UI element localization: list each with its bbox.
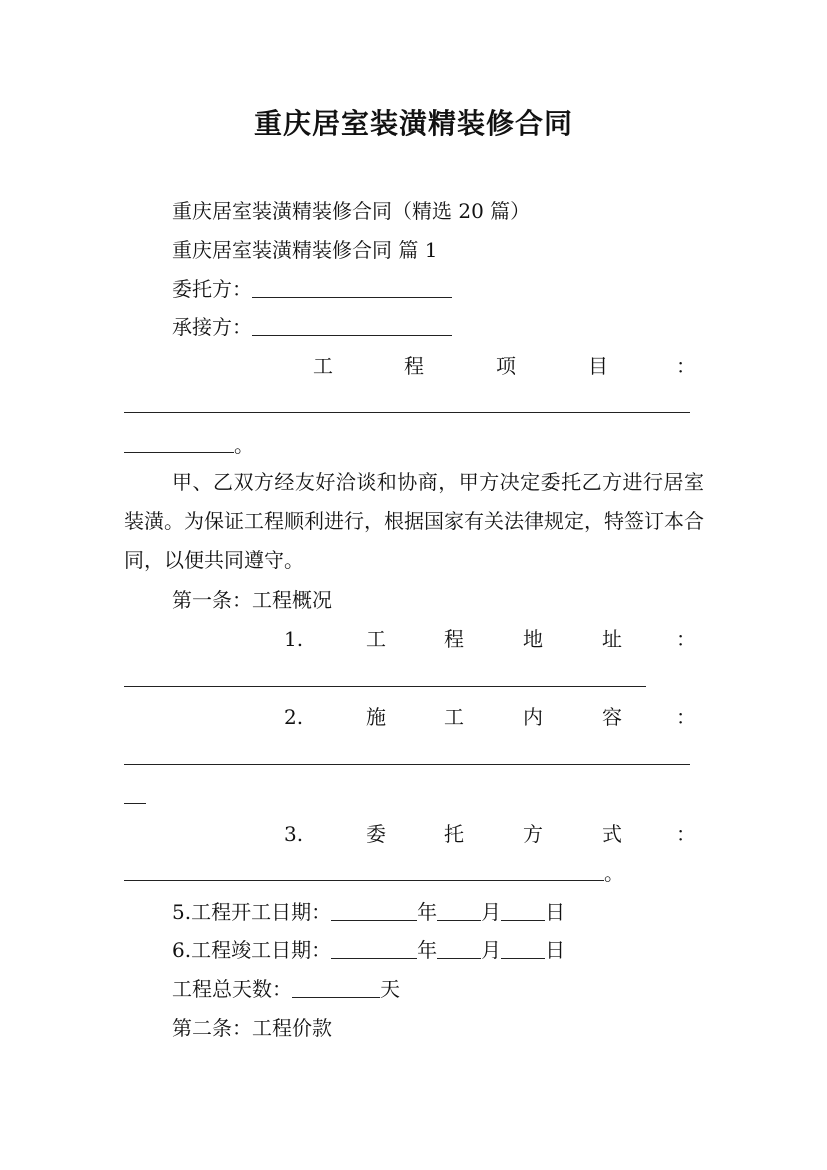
total-days-label: 工程总天数： [172,977,292,1001]
end-year-unit: 年 [417,938,438,962]
project-char: 目 [588,354,608,378]
item-1-char: 程 [444,627,464,651]
contractor-label: 承接方： [172,315,252,339]
total-days-line [172,976,400,1002]
item-1-char: 工 [366,627,386,651]
item-2-number: 2. [284,705,304,729]
item-3-char: 委 [366,822,386,846]
total-days-unit: 天 [380,977,400,1001]
address-blank [124,686,646,687]
item-3-char: 式 [602,822,622,846]
item-1-colon: ： [676,627,696,651]
subtitle-collection: 重庆居室装潢精装修合同（精选 20 篇） [172,199,531,223]
item-1-number: 1. [284,627,304,651]
item-3-end: 。 [604,861,624,885]
item-2-char: 工 [444,705,464,729]
project-blank-1 [124,412,690,413]
subtitle-part-1: 重庆居室装潢精装修合同 篇 1 [172,238,438,262]
client-label: 委托方： [172,277,252,301]
project-char: 项 [496,354,516,378]
end-day-blank [501,940,545,959]
client-blank [252,279,452,298]
document-title: 重庆居室装潢精装修合同 [253,107,573,140]
start-year-blank [331,902,417,921]
article-1-heading: 第一条：工程概况 [172,588,332,612]
start-date-line [172,899,565,925]
end-day-unit: 日 [545,938,566,962]
item-3-char: 托 [444,822,464,846]
contractor-blank [252,317,452,336]
project-char: 工 [313,354,333,378]
client-line [172,276,452,302]
item-2-char: 容 [602,705,622,729]
item-2-colon: ： [676,705,696,729]
method-blank [124,880,604,881]
item-1-char: 地 [523,627,543,651]
start-month-blank [437,902,481,921]
start-month-unit: 月 [481,900,502,924]
item-3-number: 3. [284,822,304,846]
content-blank-2 [124,803,146,804]
end-month-unit: 月 [481,938,502,962]
project-blank-2 [124,452,234,453]
item-2-char: 施 [366,705,386,729]
intro-paragraph: 甲、乙双方经友好洽谈和协商，甲方决定委托乙方进行居室装潢。为保证工程顺利进行，根据国家有关法律规定，特签订本合同，以便共同遵守。 [124,470,704,572]
item-3-colon: ： [676,822,696,846]
item-1-char: 址 [602,627,622,651]
project-char: 程 [404,354,424,378]
start-day-blank [501,902,545,921]
start-date-label: 5.工程开工日期： [172,900,332,924]
end-date-label: 6.工程竣工日期： [172,938,332,962]
item-3-char: 方 [523,822,543,846]
item-2-char: 内 [523,705,543,729]
contractor-line [172,314,452,340]
end-year-blank [331,940,417,959]
project-end: 。 [234,433,254,457]
project-colon: ： [676,354,696,378]
end-month-blank [437,940,481,959]
article-2-heading: 第二条：工程价款 [172,1016,332,1040]
end-date-line [172,937,565,963]
content-blank-1 [124,764,690,765]
start-day-unit: 日 [545,900,566,924]
start-year-unit: 年 [417,900,438,924]
total-days-blank [292,979,380,998]
